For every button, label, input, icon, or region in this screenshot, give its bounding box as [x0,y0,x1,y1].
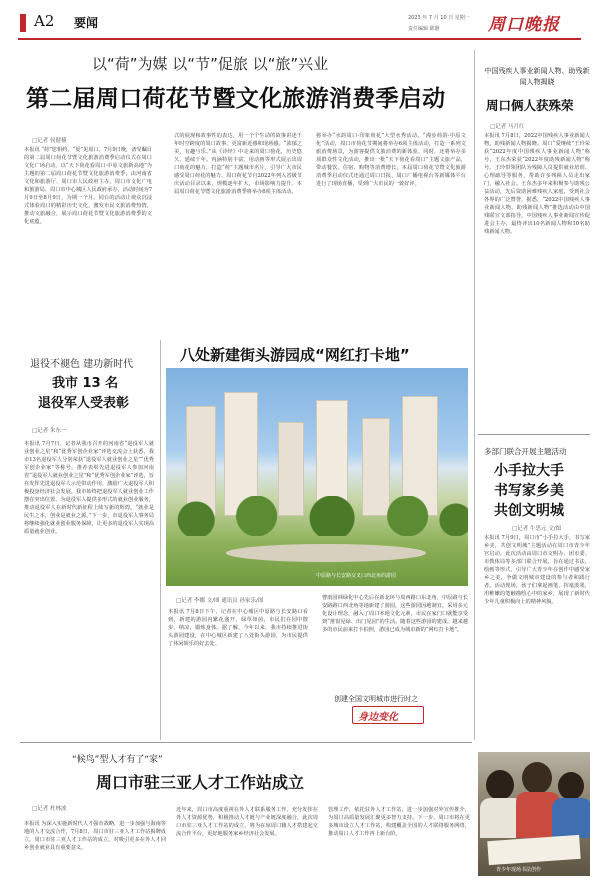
civility-slogan: 创建全国文明城市进行时之 [334,695,418,703]
page-number-badge [20,14,26,32]
streets-byline: □记者 李娜 文/图 通讯员 孙家乐/图 [176,598,264,604]
awards-bottom-rule [478,434,590,435]
lead-col-2: 式的展现和故事性的表达，用一个个生动的故事讲述千年时空跨度的周口故事，更富新近感和现场感。“浓郁之美，有趣与乐。”从《诗经》中走来的周口荷花，历史悠久，延续千年。内涵特别丰富，用动画等形式展示出周口荷花的魅力，打造“荷”主题城市名片，引导广大市民感受周口荷花的魅力。周口荷花节自2022年列入省级节庆活动目录以来，规模逐年扩大，市场影响力提升。本届周口荷花节暨文化旅游消费季将举办6项主体活动。 [174,133,302,195]
talent-top-rule [20,742,472,743]
streets-headline: 八处新建街头游园成“网红打卡地” [180,346,410,364]
lead-byline: □记者 侯健楠 [32,138,67,144]
art-photo [478,752,590,876]
tree-line [166,496,468,536]
art-byline: □记者 牛思元 文/图 [512,526,562,532]
child-figure [558,772,584,800]
awards-kicker: 中国残疾人事业新闻人物、助残新闻人物揭晓 [484,67,590,86]
lead-kicker: 以“荷”为媒 以“节”促旅 以“旅”兴业 [92,55,329,73]
talent-byline: □记者 杜林波 [32,806,67,812]
awards-body: 本报讯 7月8日，2022中国残疾人事业新闻人物、助残新闻人物揭晓。周口“爱继续”王玲荣获“2022年度中国残疾人事业新闻人物”称号，王东杰荣获“2022年度助残新闻人物”称号。王玲带领团队为残障人员提供就业培训、心理疏导等服务，帮助许多残障人员走出家门，融入社会。王东杰多年来积极参与助残公益活动，先后资助困难残疾人家庭，受到社会各界的广泛赞誉。据悉，“2022中国残疾人事业新闻人物、助残新闻人物”推选活动由中国残联宣文部指导，中国残疾人事业新闻宣传促进会主办，最终评出10名新闻人物和10名助残新闻人物。 [484,133,590,235]
col-divider [474,50,475,480]
art-headline-2: 书写家乡美 [494,483,564,499]
veteran-headline-2: 退役军人受表彰 [38,396,130,411]
art-headline-1: 小手拉大手 [494,463,564,479]
streets-col-2: 曹雨园林绿化中心先后在新北环与周西路口东北角、中原路与长安路路口西北角等地新建了游园，这些游园因地制宜，采用多元化设计理念，融入了周口本地文化元素，市民在家门口就能享受到“推窗见绿、出门见园”的生活。随着这些游园的建成，越来越多的市民前来打卡拍照，游园已成为城市新的“网红打卡地”。 [322,595,468,633]
child-figure [486,770,514,800]
shirt-shape [552,798,590,838]
art-kicker: 多部门联合开展主题活动 [484,447,567,456]
col-divider [160,340,161,740]
talent-kicker: “候鸟”型人才有了“家” [72,755,163,765]
streets-col-1: 本报讯 7月8日下午，记者在中心城区中原路与长安路口看到，新建的游园内繁花盛开，绿草如茵，市民们在园中散步、纳凉、锻炼身体。据了解，今年以来，我市持续推进街头游园建设，在中心城区新建了八处街头游园，为市民提供了休闲娱乐的好去处。 [168,609,308,647]
talent-col-3: 管理工作，依托驻外人才工作站，进一步加强对外宣传推介，为周口高质量发展汇聚更多智力支持。下一步，周口市将在更多城市设立人才工作站，构建覆盖全国的人才联络服务网络，推动周口人才工作再上新台阶。 [328,807,470,837]
section-name: 要闻 [74,16,99,30]
art-photo-caption: 青少年现场书法创作 [496,867,542,873]
streets-photo [166,368,468,586]
header-rule [18,38,581,40]
issue-date: 2023 年 7 月 10 日 星期一 [408,15,470,21]
art-headline-3: 共创文明城 [494,503,564,519]
veteran-kicker: 退役不褪色 建功新时代 [30,359,134,370]
masthead-logo: 周口晚报 [488,15,560,35]
civility-slogan-2: 身边变化 [358,712,398,723]
page-number: A2 [34,12,55,30]
col-divider [474,440,475,740]
awards-byline: □记者 马月红 [490,124,525,130]
veteran-byline: □记者 朱东一 [32,428,67,434]
awards-headline: 周口俩人获殊荣 [486,98,574,113]
talent-col-2: 近年来，周口市高度重视在外人才联系服务工作，充分发挥在外人才资源优势，积极推动人才链与产业链深度融合。此次周口市驻三亚人才工作站的成立，将为在琼周口籍人才搭建起交流合作平台，更好地服务家乡经济社会发展。 [176,807,318,837]
lead-col-3: 将举办“水韵周口·印象荷花”大型水秀活动、“漫步荷韵·中原文化”活动，周口市荷花节期间将举办6项主体活动，打造一系列文旅消费场景，为游客提供文旅消费的新体验。同时，还将举办多项群众性文化活动，推出一批“天下荷花看周口”主题文旅产品，带动餐饮、住宿、购物等消费增长。本届周口荷花节暨文化旅游消费季启动仪式还通过周口日报、周口广播电视台等新媒体平台进行了现场直播，受到广大市民的一致好评。 [316,133,466,187]
page-editor: 责任编辑 陈静 [408,26,440,32]
paper-shape [487,835,580,865]
page-header [0,0,600,42]
veteran-body: 本报讯 7月7日，记者从我市召开的河南省“退役军人就业创业之星”和“优秀军创企业家”评选交流会上获悉，我市13名退役军人分别荣获“退役军人就业创业之星”“优秀军创企业家”等称号。推荐表彰先进退役军人参加河南省“退役军人就业创业之星”和“优秀军创企业家”评选，旨在发挥先进退役军人示范带动作用，激励广大退役军人积极投身经济社会发展。我市始终把退役军人就业创业工作摆在突出位置，为退役军人提供多形式的就业创业服务，推动退役军人在新时代新征程上续写新的辉煌。“就业是民生之本，创业是就业之源。”下一步，市退役军人事务局将继续强化就业创业服务保障，让更多的退役军人实现高质量就业创业。 [24,441,154,535]
child-figure [522,762,552,794]
veteran-headline-1: 我市 13 名 [52,376,119,391]
park-path [226,544,426,562]
art-body: 本报讯 7月9日，周口市“小手拉大手，书写家乡美，共创文明城”主题活动在周口市青少年宫启动。此次活动由周口市文明办、团市委、市教体局等多部门联合开展，旨在通过书法、绘画等形式，引导广大青少年在创作中感受家乡之美，争做文明城市建设的参与者和践行者。活动现场，孩子们拿起画笔、挥毫泼墨，用稚嫩的笔触描绘心中的家乡，展现了新时代少年儿童积极向上的精神风貌。 [484,535,590,605]
lead-col-1: 本报讯 “荷”您相约，“夏”见周口。7月9日晚，备受瞩目的第二届周口荷花节暨文化旅游消费季启动仪式在周口文化广场启动。以“天下荷花看周口·中原文旅新高地”为主题的第二届周口荷花节暨文化旅游消费季，由河南省文化和旅游厅、周口市人民政府主办，周口市文化广电和旅游局、周口市中心城区人民政府承办，活动时间为7月9日至8月9日，为期一个月。同台的活动让观众沉浸式体验周口的精彩历史文化，激发市民文旅消费热情，推动文旅融合，展示周口荷花节暨文化旅游消费季的文化底蕴。 [24,147,152,225]
streets-photo-caption: 中原路与长安路交叉口西北角的游园 [316,573,397,579]
talent-col-1: 本报讯 为深入实施新时代人才强市战略，进一步加强与海南等地的人才交流合作，7月8日，周口市驻三亚人才工作站揭牌成立。周口市驻三亚人才工作站的成立，对吸引更多在外人才回乡创业就业具有重要意义。 [24,821,166,851]
lead-headline: 第二届周口荷花节暨文化旅游消费季启动 [26,85,446,112]
talent-headline: 周口市驻三亚人才工作站成立 [96,773,305,792]
